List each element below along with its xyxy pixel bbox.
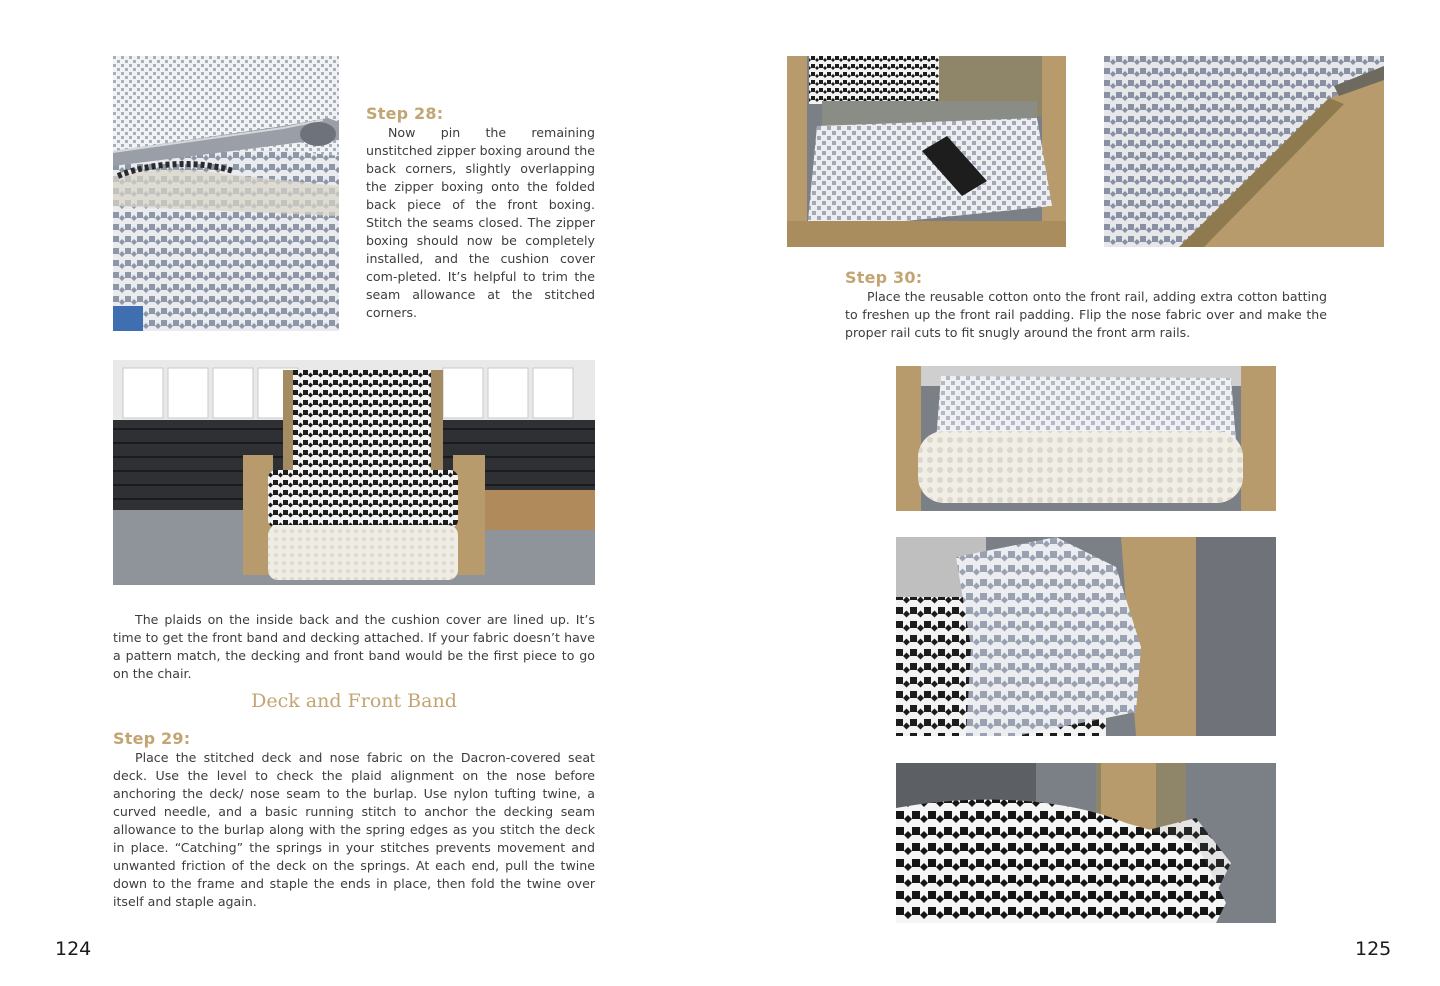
photo-chair-with-cushion bbox=[113, 360, 595, 585]
intro-paragraph: The plaids on the inside back and the cushion cover are lined up. It’s time to get the front band and decking attached. If your fabric doesn’t have a pattern match, the decking and front band would be the first piece to go on the chair. bbox=[113, 612, 595, 681]
photo-deck-with-level bbox=[787, 56, 1066, 247]
photo-nose-around-arm-rail bbox=[896, 763, 1276, 923]
step-30-heading: Step 30: bbox=[845, 268, 923, 287]
step-29-heading: Step 29: bbox=[113, 729, 191, 748]
photo-nose-fabric-rail-cut bbox=[896, 537, 1276, 736]
photo-cotton-front-rail bbox=[896, 366, 1276, 511]
step-30-text: Place the reusable cotton onto the front rail, adding extra cotton batting to freshen up the front rail padding. Flip the nose fabric over and make the proper rail cuts to fit snugly around the front arm rails. bbox=[845, 289, 1327, 340]
step-28-heading: Step 28: bbox=[366, 104, 444, 123]
photo-trimming-seam bbox=[113, 56, 339, 331]
step-29-text: Place the stitched deck and nose fabric on the Dacron-covered seat deck. Use the level to check the plaid alignment on the nose before anchoring the deck/ nose seam to the burlap. Use nylon tufting twine, a curved needle, and a basic running stitch to anchor the decking seam allowance to the burlap along with the spring edges as you stitch the deck in place. “Catching” the springs in your stitches prevents movement and unwanted friction of the deck on the springs. At each end, pull the twine down to the frame and staple the ends in place, then fold the twine over itself and staple again. bbox=[113, 750, 595, 909]
step-28-text: Now pin the remaining unstitched zipper boxing around the back corners, slightly overlapping the zipper boxing onto the folded back piece of the front boxing. Stitch the seams closed. The zipper boxing should now be completely installed, and the cushion cover com-pleted. It’s helpful to trim the seam allowance at the stitched corners. bbox=[366, 125, 595, 320]
page-number-left: 124 bbox=[55, 938, 92, 960]
section-title-deck-front-band: Deck and Front Band bbox=[251, 690, 457, 712]
page-number-right: 125 bbox=[1355, 938, 1392, 960]
photo-deck-closeup bbox=[1104, 56, 1384, 247]
